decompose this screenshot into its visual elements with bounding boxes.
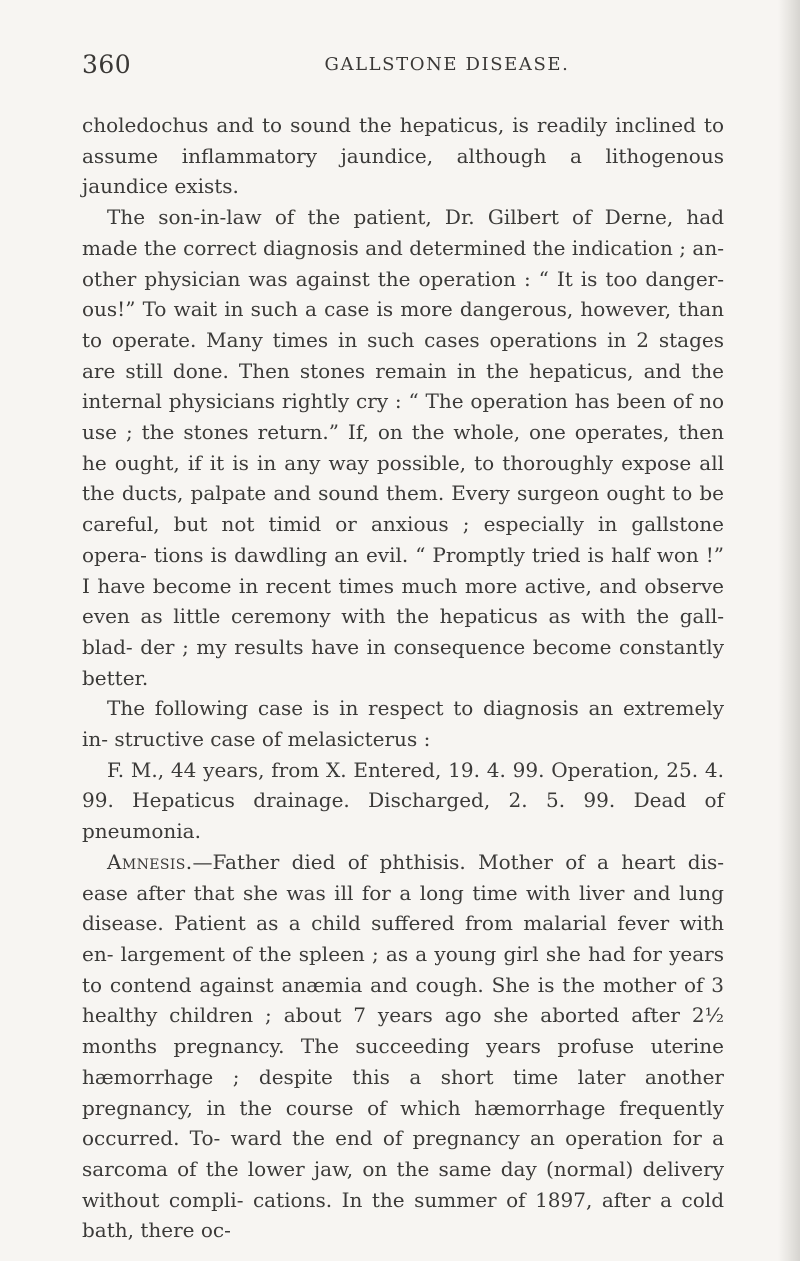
page-header <box>82 50 722 84</box>
paragraph-continuation: choledochus and to sound the hepaticus, is readily inclined to assume inflammatory jaundice, although a lithogenous jaundice exists. <box>82 113 724 199</box>
paragraph-case-intro: The following case is in respect to diagnosis an extremely in- structive case of melasicterus : <box>82 696 724 752</box>
amnesis-text: —Father died of phthisis. Mother of a heart dis- ease after that she was ill for a long time with liver and lung disease. Patient as a child suffered from malarial fever with en- largement of the spleen ; as a young girl she had for years to contend against anæmia and cough. She is the mother of 3 healthy children ; about 7 years ago she aborted after 2½ months pregnancy. The succeeding years profuse uterine hæmorrhage ; despite this a short time later another pregnancy, in the course of which hæmorrhage frequently occurred. To- ward the end of pregnancy an operation for a sarcoma of the lower jaw, on the same day (normal) delivery without compli- cations. In the summer of 1897, after a cold bath, there oc- <box>82 849 724 1243</box>
paragraph-diagnosis-discussion: The son-in-law of the patient, Dr. Gilbert of Derne, had made the correct diagnosis and determined the indication ; an- other physician was against the operation : “ It is too danger- ous!” To wait in such a case is more dangerous, however, than to operate. Many times in such cases operations in 2 stages are still done. Then stones remain in the hepaticus, and the internal physicians rightly cry : “ The operation has been of no use ; the stones return.” If, on the whole, one operates, then he ought, if it is in any way possible, to thoroughly expose all the ducts, palpate and sound them. Every surgeon ought to be careful, but not timid or anxious ; especially in gallstone opera- tions is dawdling an evil. “ Promptly tried is half won !” I have become in recent times much more active, and observe even as little ceremony with the hepaticus as with the gall-blad- der ; my results have in consequence become constantly better. <box>82 205 724 690</box>
paragraph-case-record: F. M., 44 years, from X. Entered, 19. 4. 99. Operation, 25. 4. 99. Hepaticus drainage. Discharged, 2. 5. 99. Dead of pneumonia. <box>82 757 724 844</box>
running-head: GALLSTONE DISEASE. <box>324 54 570 75</box>
amnesis-heading: Amnesis. <box>107 849 193 874</box>
paragraph-amnesis <box>82 847 724 1246</box>
page-number: 360 <box>82 50 132 79</box>
body-text <box>82 110 724 1246</box>
page-edge-shadow <box>778 0 800 1261</box>
